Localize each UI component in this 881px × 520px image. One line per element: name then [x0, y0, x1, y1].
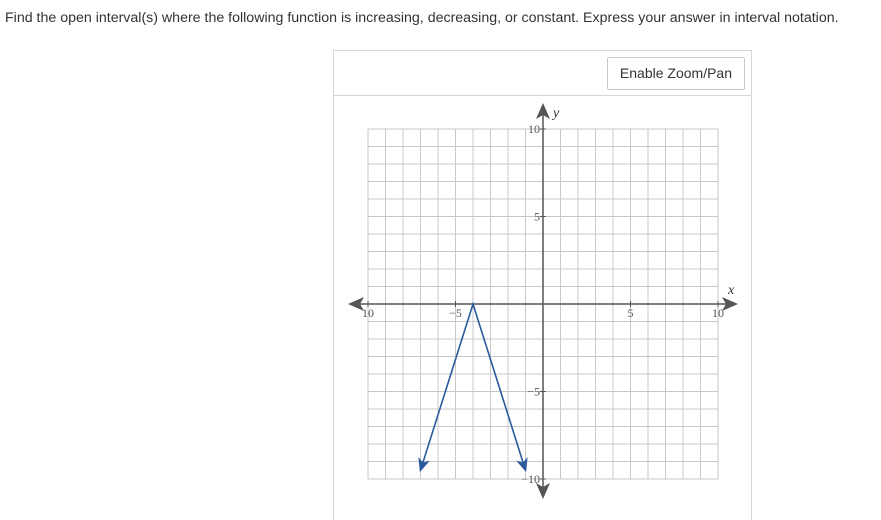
x-tick-label: 10 [362, 306, 374, 320]
enable-zoom-pan-button[interactable]: Enable Zoom/Pan [607, 57, 745, 90]
x-tick-label: −5 [449, 306, 462, 320]
y-tick-label: 5 [534, 209, 540, 224]
x-axis-label: x [728, 283, 735, 298]
y-tick-label: −5 [527, 384, 540, 399]
x-tick-label: 10 [712, 306, 724, 320]
y-tick-label: 10 [528, 122, 540, 136]
y-axis-label: y [553, 106, 560, 121]
x-tick-label: 5 [627, 306, 634, 320]
question-text: Find the open interval(s) where the following function is increasing, decreasing, or constant. Express your answer in interval notation. [5, 10, 839, 26]
y-tick-label: −10 [521, 472, 540, 486]
